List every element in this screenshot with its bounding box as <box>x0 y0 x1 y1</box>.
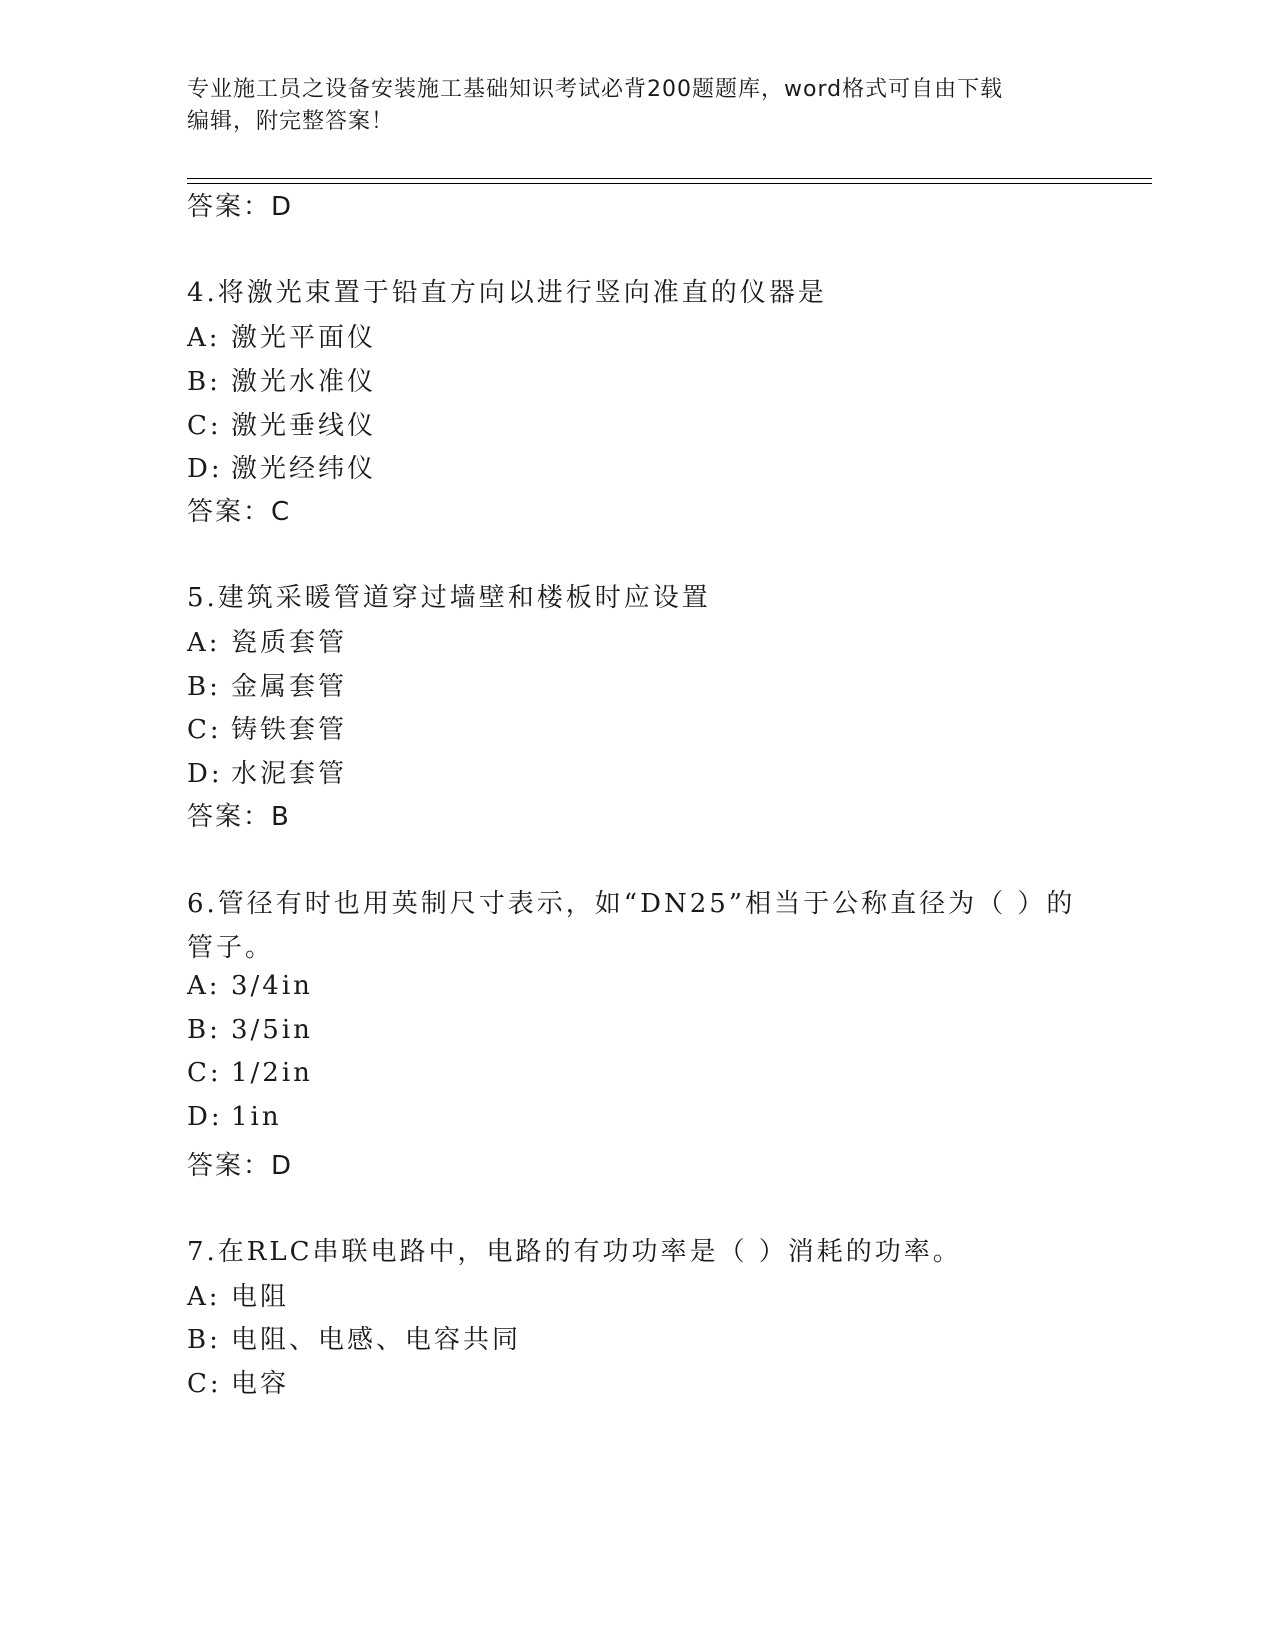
question-6-option-b <box>187 1015 313 1045</box>
option-label: A: <box>187 628 221 658</box>
document-header <box>187 74 1087 138</box>
question-7-option-c <box>187 1363 289 1400</box>
option-label: A: <box>187 1282 221 1312</box>
question-6-option-a <box>187 971 313 1001</box>
option-text: 水泥套管 <box>231 759 348 789</box>
option-label: D: <box>187 454 223 484</box>
question-5-stem: 5.建筑采暖管道穿过墙壁和楼板时应设置 <box>187 583 711 613</box>
option-label: D: <box>187 1102 223 1132</box>
answer-q3: 答案：D <box>187 192 294 222</box>
option-text: 3/4in <box>231 971 313 1001</box>
option-label: D: <box>187 759 223 789</box>
option-label: C: <box>187 1058 222 1088</box>
option-text: 激光经纬仪 <box>231 454 377 484</box>
answer-q4: 答案：C <box>187 497 292 527</box>
option-label: A: <box>187 323 221 353</box>
question-4-option-a <box>187 317 376 354</box>
question-4-option-c <box>187 405 376 442</box>
option-text: 瓷质套管 <box>231 628 348 658</box>
question-5-option-a <box>187 622 347 659</box>
question-7-option-b <box>187 1319 521 1356</box>
question-7-option-a <box>187 1276 289 1313</box>
option-label: C: <box>187 715 222 745</box>
question-6-option-c <box>187 1058 313 1088</box>
question-6-stem: 6.管径有时也用英制尺寸表示，如“DN25”相当于公称直径为（ ）的 <box>187 889 1076 919</box>
option-text: 金属套管 <box>231 672 348 702</box>
header-title-line-1: 专业施工员之设备安装施工基础知识考试必背200题题库，word格式可自由下载 <box>187 77 1004 102</box>
option-label: B: <box>187 672 221 702</box>
answer-q6: 答案：D <box>187 1151 294 1181</box>
answer-q5: 答案：B <box>187 802 291 832</box>
question-6-stem-continued: 管子。 <box>187 933 275 963</box>
option-label: B: <box>187 367 221 397</box>
question-4-option-b <box>187 361 376 398</box>
question-4-stem: 4.将激光束置于铅直方向以进行竖向准直的仪器是 <box>187 278 827 308</box>
question-7-stem: 7.在RLC串联电路中，电路的有功功率是（ ）消耗的功率。 <box>187 1237 962 1267</box>
option-text: 激光平面仪 <box>231 323 377 353</box>
header-title-line-2: 编辑，附完整答案！ <box>187 109 395 134</box>
option-label: C: <box>187 411 222 441</box>
option-text: 3/5in <box>231 1015 313 1045</box>
option-label: B: <box>187 1325 221 1355</box>
option-text: 激光垂线仪 <box>231 411 377 441</box>
option-text: 电容 <box>231 1369 290 1399</box>
option-text: 铸铁套管 <box>231 715 348 745</box>
option-text: 1in <box>231 1102 282 1132</box>
header-divider-top <box>187 178 1152 179</box>
header-divider-bottom <box>187 183 1152 184</box>
option-text: 激光水准仪 <box>231 367 377 397</box>
question-6-option-d <box>187 1102 282 1132</box>
option-label: C: <box>187 1369 222 1399</box>
option-text: 1/2in <box>231 1058 313 1088</box>
option-text: 电阻 <box>231 1282 290 1312</box>
question-5-option-d <box>187 753 347 790</box>
question-5-option-c <box>187 709 347 746</box>
option-label: B: <box>187 1015 221 1045</box>
option-text: 电阻、电感、电容共同 <box>231 1325 522 1355</box>
option-label: A: <box>187 971 221 1001</box>
question-5-option-b <box>187 666 347 703</box>
question-4-option-d <box>187 448 376 485</box>
